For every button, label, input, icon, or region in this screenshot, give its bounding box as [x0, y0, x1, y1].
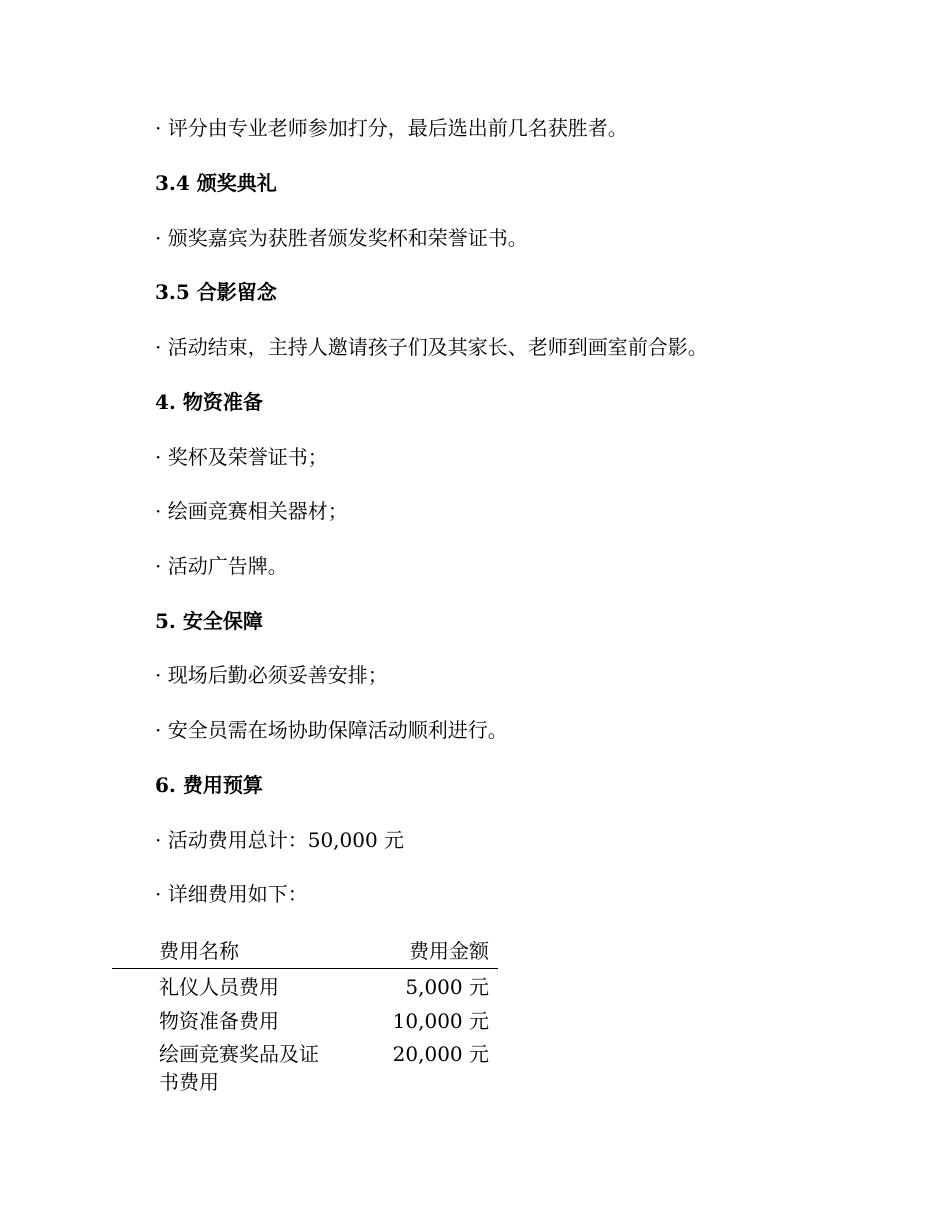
- paragraph-total-cost: · 活动费用总计：50,000 元: [155, 828, 405, 852]
- list-item-safety-officer: · 安全员需在场协助保障活动顺利进行。: [155, 718, 508, 742]
- table-header-row: [112, 934, 498, 969]
- cell-cost-name: 物资准备费用: [159, 1009, 279, 1033]
- heading-safety: 5. 安全保障: [155, 609, 263, 633]
- table-row: [112, 1003, 498, 1036]
- cell-cost-name: 绘画竞赛奖品及证书费用: [159, 1042, 319, 1094]
- list-item-logistics: · 现场后勤必须妥善安排；: [155, 663, 388, 687]
- table-row: [112, 969, 498, 1003]
- cell-cost-name: 礼仪人员费用: [159, 975, 279, 999]
- heading-award-ceremony: 3.4 颁奖典礼: [155, 171, 277, 195]
- heading-supplies: 4. 物资准备: [155, 390, 263, 414]
- cell-cost-amount: 5,000 元: [405, 975, 489, 999]
- cost-table: [112, 934, 498, 1096]
- list-item-equipment: · 绘画竞赛相关器材；: [155, 499, 348, 523]
- paragraph-award: · 颁奖嘉宾为获胜者颁发奖杯和荣誉证书。: [155, 226, 528, 250]
- cell-cost-amount: 10,000 元: [392, 1009, 489, 1033]
- paragraph-scoring: · 评分由专业老师参加打分，最后选出前几名获胜者。: [155, 116, 628, 140]
- list-item-trophy: · 奖杯及荣誉证书；: [155, 445, 328, 469]
- cell-cost-amount: 20,000 元: [392, 1042, 489, 1066]
- paragraph-group-photo: · 活动结束，主持人邀请孩子们及其家长、老师到画室前合影。: [155, 335, 708, 359]
- table-row: [112, 1036, 498, 1096]
- header-cost-amount: 费用金额: [409, 939, 489, 963]
- heading-budget: 6. 费用预算: [155, 773, 263, 797]
- header-cost-name: 费用名称: [159, 939, 239, 963]
- list-item-billboard: · 活动广告牌。: [155, 554, 288, 578]
- heading-group-photo: 3.5 合影留念: [155, 280, 277, 304]
- paragraph-cost-details: · 详细费用如下：: [155, 882, 308, 906]
